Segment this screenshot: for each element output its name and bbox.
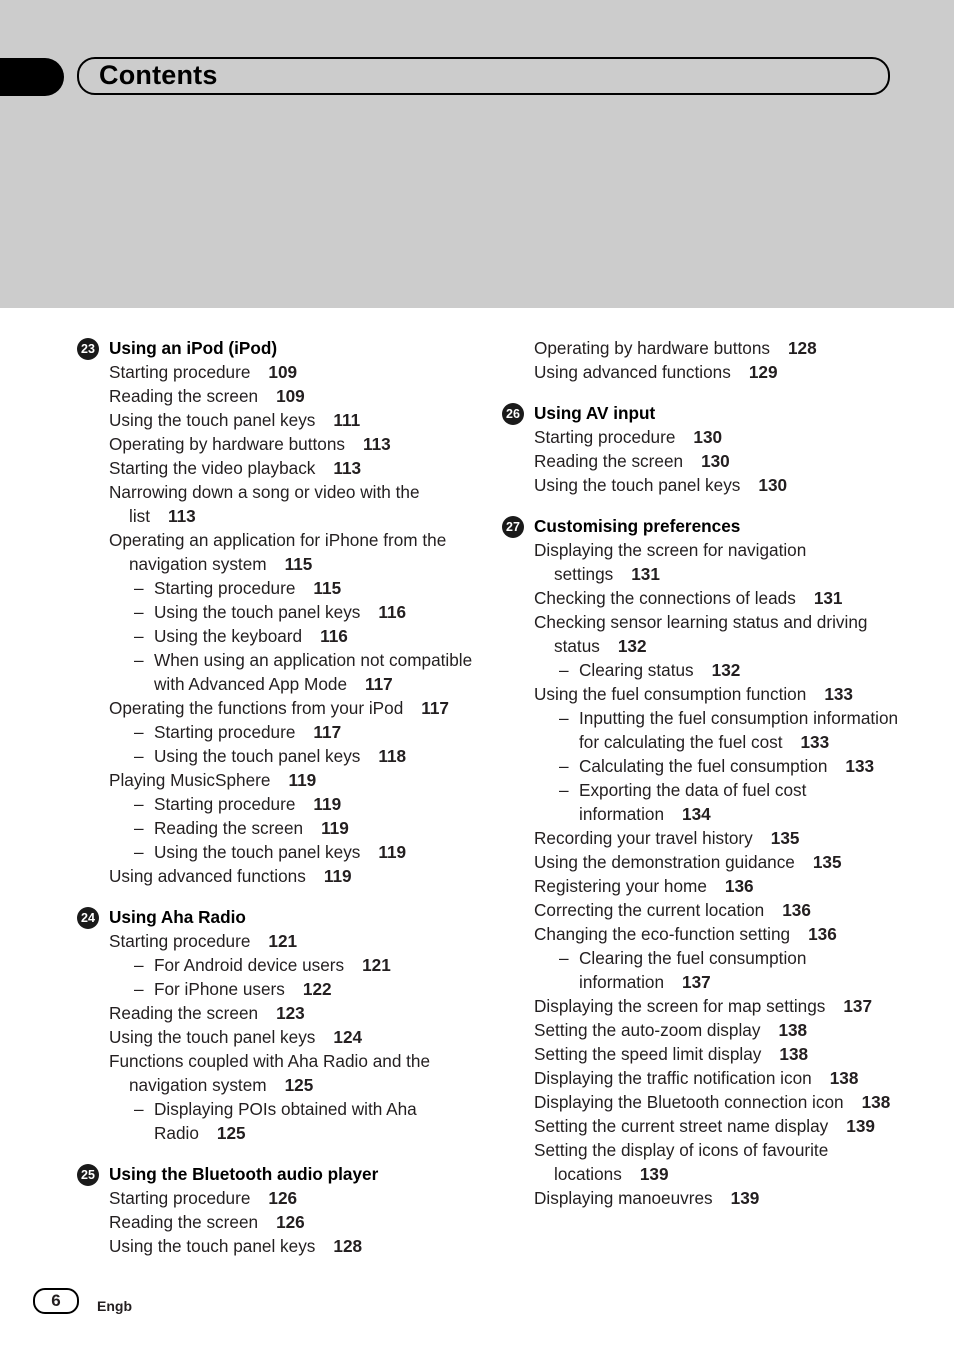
entry-page-number: 135 — [812, 852, 842, 872]
entry-text: Inputting the fuel consumption information for calculating the fuel cost — [579, 708, 899, 752]
entry-text: Using advanced functions — [109, 866, 306, 886]
toc-entry[interactable] — [501, 898, 901, 922]
toc-entry[interactable] — [501, 538, 901, 586]
dash-bullet: – — [134, 955, 144, 975]
toc-chapter — [501, 514, 901, 1210]
entry-page-number: 113 — [333, 458, 362, 478]
entry-page-number: 111 — [333, 410, 361, 430]
entry-text: Operating the functions from your iPod — [109, 698, 404, 718]
entry-page-number: 119 — [378, 842, 407, 862]
entry-page-number: 133 — [800, 732, 830, 752]
entry-text: Starting procedure — [109, 362, 251, 382]
entry-text: Using the keyboard — [154, 626, 303, 646]
entry-page-number: 128 — [788, 338, 817, 358]
toc-subentry[interactable] — [76, 792, 476, 816]
entry-text: Clearing status — [579, 660, 694, 680]
chapter-heading[interactable] — [76, 1162, 476, 1186]
toc-entry[interactable] — [76, 528, 476, 576]
chapter-title: Customising preferences — [534, 516, 741, 536]
entry-page-number: 128 — [333, 1236, 363, 1256]
toc-subentry[interactable] — [501, 658, 901, 682]
toc-entry[interactable] — [501, 473, 901, 497]
toc-entry[interactable] — [501, 586, 901, 610]
entry-text: Using the touch panel keys — [109, 410, 316, 430]
entry-text: Using the touch panel keys — [109, 1027, 316, 1047]
toc-subentry[interactable] — [501, 778, 901, 826]
toc-chapter — [501, 336, 901, 384]
entry-page-number: 139 — [639, 1164, 669, 1184]
page-title: Contents — [99, 60, 218, 90]
toc-entry[interactable] — [76, 384, 476, 408]
entry-page-number: 113 — [363, 434, 391, 454]
entry-page-number: 121 — [268, 931, 298, 951]
entry-page-number: 117 — [421, 698, 449, 718]
entry-page-number: 132 — [711, 660, 741, 680]
entry-text: Starting procedure — [109, 1188, 251, 1208]
dash-bullet: – — [134, 818, 144, 838]
chapter-tab-marker — [0, 58, 64, 96]
entry-page-number: 109 — [268, 362, 298, 382]
entry-text: Using the fuel consumption function — [534, 684, 807, 704]
dash-bullet: – — [134, 602, 144, 622]
entry-page-number: 138 — [778, 1020, 808, 1040]
entry-page-number: 122 — [302, 979, 332, 999]
dash-bullet: – — [134, 626, 144, 646]
entry-page-number: 119 — [323, 866, 352, 886]
chapter-heading[interactable] — [76, 336, 476, 360]
entry-page-number: 109 — [276, 386, 305, 406]
toc-entry[interactable] — [76, 360, 476, 384]
toc-entry[interactable] — [76, 1234, 476, 1258]
chapter-number-badge: 26 — [502, 403, 524, 425]
entry-text: Narrowing down a song or video with the list — [109, 482, 420, 526]
toc-entry[interactable] — [501, 922, 901, 946]
toc-entry[interactable] — [76, 929, 476, 953]
toc-entry[interactable] — [501, 1042, 901, 1066]
entry-text: Displaying manoeuvres — [534, 1188, 713, 1208]
dash-bullet: – — [559, 780, 569, 800]
entry-text: Reading the screen — [109, 386, 259, 406]
entry-text: Checking sensor learning status and driving status — [534, 612, 868, 656]
entry-page-number: 116 — [320, 626, 348, 646]
toc-chapter — [76, 1162, 476, 1258]
toc-entry[interactable] — [501, 1138, 901, 1186]
chapter-title: Using AV input — [534, 403, 656, 423]
toc-entry[interactable] — [501, 610, 901, 658]
entry-text: Setting the current street name display — [534, 1116, 829, 1136]
entry-text: Reading the screen — [109, 1003, 259, 1023]
entry-text: Clearing the fuel consumption information — [579, 948, 807, 992]
entry-page-number: 139 — [846, 1116, 875, 1136]
entry-page-number: 123 — [276, 1003, 305, 1023]
entry-text: Operating an application for iPhone from the navigation system — [109, 530, 447, 574]
entry-page-number: 136 — [782, 900, 811, 920]
entry-text: Starting procedure — [154, 722, 296, 742]
entry-text: Displaying the Bluetooth connection icon — [534, 1092, 844, 1112]
entry-page-number: 130 — [758, 475, 788, 495]
toc-entry[interactable] — [76, 696, 476, 720]
dash-bullet: – — [134, 650, 144, 670]
entry-page-number: 119 — [288, 770, 317, 790]
entry-text: Correcting the current location — [534, 900, 765, 920]
toc-subentry[interactable] — [76, 720, 476, 744]
entry-text: Starting procedure — [109, 931, 251, 951]
entry-text: Displaying POIs obtained with Aha Radio — [154, 1099, 417, 1143]
entry-text: Reading the screen — [154, 818, 304, 838]
entry-page-number: 121 — [362, 955, 391, 975]
dash-bullet: – — [134, 1099, 144, 1119]
entry-page-number: 136 — [808, 924, 837, 944]
toc-subentry[interactable] — [501, 946, 901, 994]
entry-text: Starting procedure — [534, 427, 676, 447]
toc-entry[interactable] — [501, 449, 901, 473]
entry-text: Using the touch panel keys — [154, 746, 361, 766]
entry-text: Starting procedure — [154, 794, 296, 814]
entry-page-number: 137 — [843, 996, 873, 1016]
toc-entry[interactable] — [76, 1049, 476, 1097]
chapter-heading[interactable] — [501, 401, 901, 425]
entry-page-number: 139 — [730, 1188, 760, 1208]
entry-text: Calculating the fuel consumption — [579, 756, 828, 776]
entry-page-number: 133 — [845, 756, 875, 776]
entry-text: Registering your home — [534, 876, 707, 896]
toc-entry[interactable] — [501, 874, 901, 898]
toc-entry[interactable] — [501, 1186, 901, 1210]
chapter-title: Using Aha Radio — [109, 907, 246, 927]
dash-bullet: – — [134, 578, 144, 598]
entry-text: When using an application not compatible with Advanced App Mode — [154, 650, 473, 694]
entry-text: Using the touch panel keys — [109, 1236, 316, 1256]
entry-text: For Android device users — [154, 955, 345, 975]
chapter-heading[interactable] — [501, 514, 901, 538]
dash-bullet: – — [134, 842, 144, 862]
entry-text: Displaying the screen for map settings — [534, 996, 826, 1016]
language-code: Engb — [97, 1298, 132, 1314]
toc-subentry[interactable] — [501, 754, 901, 778]
toc-entry[interactable] — [501, 850, 901, 874]
chapter-title: Using an iPod (iPod) — [109, 338, 278, 358]
dash-bullet: – — [559, 708, 569, 728]
toc-subentry[interactable] — [501, 706, 901, 754]
page-number: 6 — [51, 1291, 61, 1310]
entry-text: Changing the eco-function setting — [534, 924, 791, 944]
toc-entry[interactable] — [76, 1001, 476, 1025]
entry-text: Exporting the data of fuel cost information — [579, 780, 807, 824]
entry-text: Functions coupled with Aha Radio and the navigation system — [109, 1051, 431, 1095]
entry-page-number: 126 — [276, 1212, 305, 1232]
entry-page-number: 138 — [779, 1044, 809, 1064]
entry-page-number: 119 — [313, 794, 342, 814]
entry-page-number: 115 — [313, 578, 342, 598]
entry-page-number: 129 — [748, 362, 778, 382]
toc-chapter — [76, 905, 476, 1145]
entry-page-number: 136 — [724, 876, 754, 896]
toc-entry[interactable] — [501, 1114, 901, 1138]
dash-bullet: – — [559, 756, 569, 776]
entry-text: Starting the video playback — [109, 458, 316, 478]
entry-page-number: 126 — [268, 1188, 298, 1208]
toc-entry[interactable] — [76, 408, 476, 432]
toc-entry[interactable] — [501, 360, 901, 384]
entry-text: Using the demonstration guidance — [534, 852, 795, 872]
entry-page-number: 116 — [378, 602, 407, 622]
right-column — [501, 336, 901, 1227]
entry-page-number: 131 — [813, 588, 843, 608]
toc-entry[interactable] — [76, 456, 476, 480]
entry-text: Using the touch panel keys — [534, 475, 741, 495]
entry-page-number: 119 — [321, 818, 349, 838]
toc-subentry[interactable] — [76, 624, 476, 648]
entry-page-number: 125 — [216, 1123, 246, 1143]
toc-chapter — [501, 401, 901, 497]
toc-entry[interactable] — [501, 682, 901, 706]
chapter-number-badge: 27 — [502, 516, 524, 538]
entry-text: Recording your travel history — [534, 828, 753, 848]
left-column — [76, 336, 476, 1275]
toc-entry[interactable] — [76, 432, 476, 456]
dash-bullet: – — [134, 794, 144, 814]
toc-subentry[interactable] — [76, 576, 476, 600]
dash-bullet: – — [134, 979, 144, 999]
entry-text: Reading the screen — [534, 451, 684, 471]
entry-text: Setting the auto-zoom display — [534, 1020, 761, 1040]
entry-page-number: 132 — [617, 636, 647, 656]
toc-entry[interactable] — [501, 336, 901, 360]
chapter-number-badge: 23 — [77, 338, 99, 360]
entry-page-number: 135 — [770, 828, 800, 848]
chapter-title: Using the Bluetooth audio player — [109, 1164, 379, 1184]
chapter-heading[interactable] — [76, 905, 476, 929]
entry-text: Operating by hardware buttons — [109, 434, 345, 454]
chapter-number-badge: 24 — [77, 907, 99, 929]
entry-page-number: 125 — [284, 1075, 314, 1095]
toc-subentry[interactable] — [76, 840, 476, 864]
toc-entry[interactable] — [501, 1018, 901, 1042]
toc-entry[interactable] — [501, 425, 901, 449]
header-band — [0, 0, 954, 308]
toc-entry[interactable] — [501, 1066, 901, 1090]
entry-page-number: 131 — [631, 564, 660, 584]
toc-subentry[interactable] — [76, 953, 476, 977]
toc-subentry[interactable] — [76, 600, 476, 624]
entry-page-number: 138 — [829, 1068, 859, 1088]
entry-text: Using the touch panel keys — [154, 842, 361, 862]
toc-entry[interactable] — [501, 826, 901, 850]
dash-bullet: – — [559, 660, 569, 680]
entry-text: Displaying the traffic notification icon — [534, 1068, 812, 1088]
entry-page-number: 130 — [701, 451, 730, 471]
toc-entry[interactable] — [76, 1186, 476, 1210]
entry-page-number: 115 — [284, 554, 313, 574]
toc-entry[interactable] — [76, 768, 476, 792]
entry-text: For iPhone users — [154, 979, 285, 999]
entry-page-number: 133 — [824, 684, 853, 704]
entry-text: Setting the speed limit display — [534, 1044, 762, 1064]
toc-subentry[interactable] — [76, 816, 476, 840]
entry-text: Displaying the screen for navigation settings — [534, 540, 807, 584]
toc-entry[interactable] — [501, 1090, 901, 1114]
toc-entry[interactable] — [76, 1210, 476, 1234]
entry-page-number: 117 — [313, 722, 342, 742]
toc-entry[interactable] — [76, 480, 476, 528]
toc-entry[interactable] — [501, 994, 901, 1018]
toc-subentry[interactable] — [76, 977, 476, 1001]
entry-text: Operating by hardware buttons — [534, 338, 770, 358]
title-banner — [77, 57, 890, 95]
dash-bullet: – — [134, 746, 144, 766]
toc-subentry[interactable] — [76, 648, 476, 696]
entry-text: Setting the display of icons of favourite locations — [534, 1140, 829, 1184]
toc-chapter — [76, 336, 476, 888]
entry-text: Starting procedure — [154, 578, 296, 598]
entry-text: Playing MusicSphere — [109, 770, 271, 790]
entry-page-number: 113 — [168, 506, 196, 526]
entry-text: Reading the screen — [109, 1212, 259, 1232]
toc-subentry[interactable] — [76, 1097, 476, 1145]
toc-entry[interactable] — [76, 1025, 476, 1049]
entry-text: Using advanced functions — [534, 362, 731, 382]
toc-subentry[interactable] — [76, 744, 476, 768]
entry-page-number: 130 — [693, 427, 723, 447]
entry-page-number: 118 — [378, 746, 407, 766]
dash-bullet: – — [559, 948, 569, 968]
dash-bullet: – — [134, 722, 144, 742]
entry-page-number: 124 — [333, 1027, 363, 1047]
entry-text: Using the touch panel keys — [154, 602, 361, 622]
page-number-badge — [33, 1288, 79, 1314]
entry-page-number: 137 — [682, 972, 711, 992]
entry-page-number: 117 — [365, 674, 393, 694]
toc-entry[interactable] — [76, 864, 476, 888]
entry-page-number: 134 — [682, 804, 711, 824]
entry-page-number: 138 — [861, 1092, 891, 1112]
entry-text: Checking the connections of leads — [534, 588, 796, 608]
chapter-number-badge: 25 — [77, 1164, 99, 1186]
